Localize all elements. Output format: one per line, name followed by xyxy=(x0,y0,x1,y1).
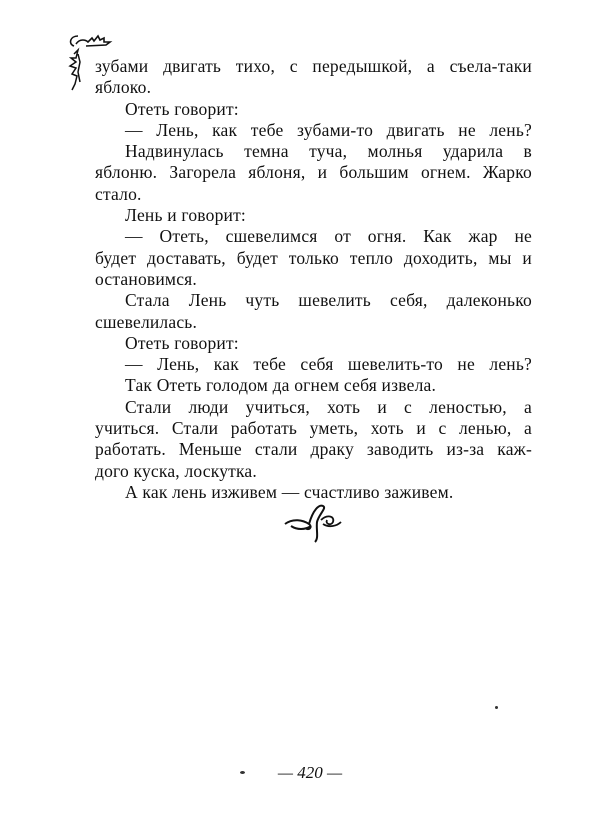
text-line: будет доставать, будет только тепло доходить, мы и xyxy=(95,247,532,268)
text-line: Надвинулась темна туча, молнья ударила в xyxy=(125,141,532,162)
text-line: Стала Лень чуть шевелить себя, далеконько xyxy=(125,290,532,311)
text-line: Так Отеть голодом да огнем себя извела. xyxy=(125,375,437,396)
text-line: стало. xyxy=(95,183,142,204)
text-line: А как лень изживем — счастливо заживем. xyxy=(125,481,454,502)
text-line: — Лень, как тебе себя шевелить-то не лень? xyxy=(125,354,532,375)
text-line: Лень и говорит: xyxy=(125,205,246,226)
text-line: яблоню. Загорела яблоня, и большим огнем. Жарко xyxy=(95,162,532,183)
text-line: — Лень, как тебе зубами-то двигать не лень? xyxy=(125,119,532,140)
text-line: Стали люди учиться, хоть и с леностью, а xyxy=(125,396,532,417)
text-line: — Отеть, сшевелимся от огня. Как жар не xyxy=(125,226,532,247)
floral-divider-icon xyxy=(283,500,343,544)
text-line: остановимся. xyxy=(95,268,197,289)
text-line: дого куска, лоскутка. xyxy=(95,460,257,481)
text-line: сшевелилась. xyxy=(95,311,198,332)
text-line: Отеть говорит: xyxy=(125,332,239,353)
page-number: — 420 — xyxy=(277,763,343,782)
body-text xyxy=(95,56,532,503)
scan-speck xyxy=(495,706,498,709)
text-line: яблоко. xyxy=(95,77,152,98)
text-line: зубами двигать тихо, с передышкой, а съела-таки xyxy=(95,56,532,76)
text-line: учиться. Стали работать уметь, хоть и с ленью, а xyxy=(95,418,532,439)
text-line: работать. Меньше стали драку заводить из-за каж- xyxy=(95,439,532,460)
text-line: Отеть говорит: xyxy=(125,98,239,119)
